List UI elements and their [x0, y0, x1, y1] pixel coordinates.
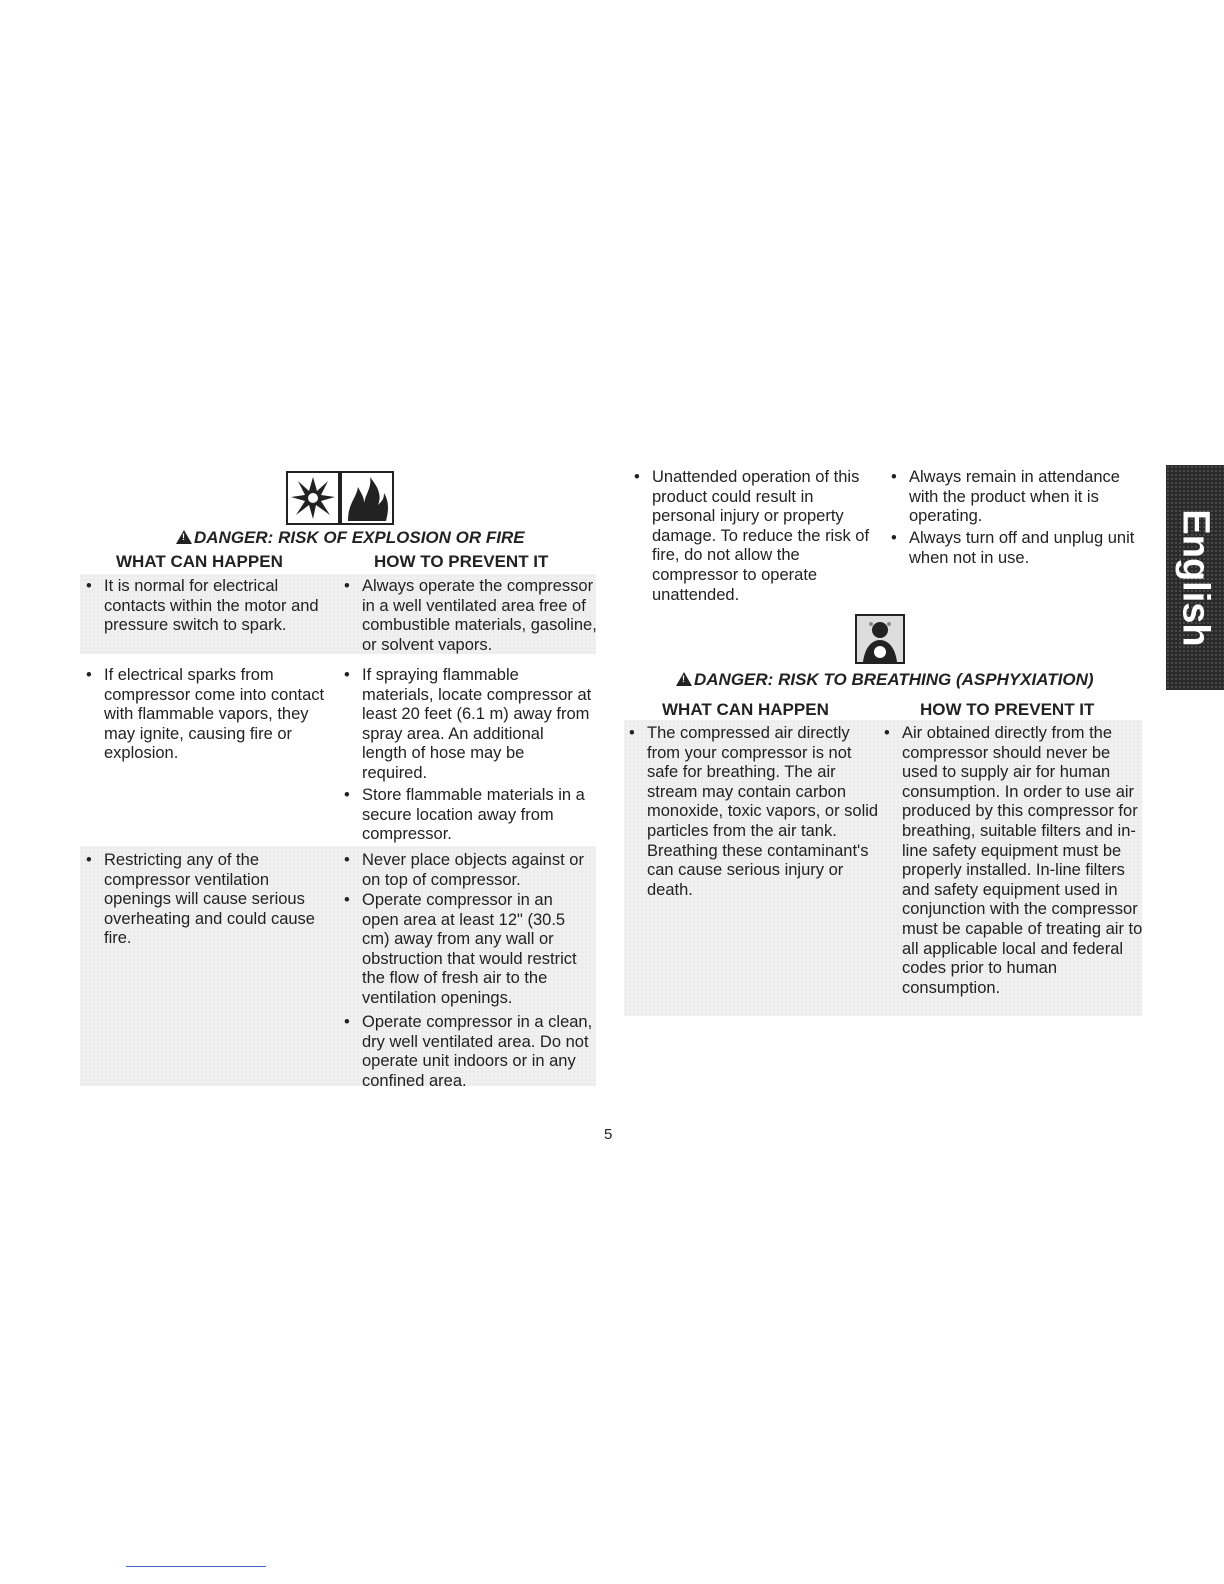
explosion-prevent-2b: • Store flammable materials in a secure location away from compressor. [344, 786, 585, 844]
breathing-section-title: !DANGER: RISK TO BREATHING (ASPHYXIATION) [676, 670, 1094, 690]
unattended-prevent-2: • Always turn off and unplug unit when not in use. [891, 529, 1135, 567]
how-to-prevent-heading: HOW TO PREVENT IT [374, 552, 549, 571]
explosion-section-title: !DANGER: RISK OF EXPLOSION OR FIRE [176, 528, 525, 548]
unattended-happen: • Unattended operation of this product could result in personal injury or property damage. To reduce the risk of fire, do not allow the compressor to operate unattended. [634, 468, 870, 604]
explosion-happen-2: • If electrical sparks from compressor come into contact with flammable vapors, they may ignite, causing fire or explosion. [86, 666, 325, 763]
explosion-icon [286, 471, 340, 525]
fire-icon [340, 471, 394, 525]
language-tab [1166, 465, 1224, 690]
breathing-what-can-happen-heading: WHAT CAN HAPPEN [662, 700, 829, 719]
footer-divider [126, 1566, 266, 1567]
explosion-prevent-1a: • Always operate the compressor in a well ventilated area free of combustible materials, gasoline, or solvent vapors. [344, 577, 597, 654]
page-number: 5 [604, 1126, 613, 1143]
explosion-prevent-3c: • Operate compressor in a clean, dry well ventilated area. Do not operate unit indoors or in any confined area. [344, 1013, 593, 1090]
breathing-prevent: • Air obtained directly from the compressor should never be used to supply air for human consumption. In order to use air produced by this compressor for breathing, suitable filters and in-line safety equipment must be properly installed. In-line filters and safety equipment used in conjunction with the compressor must be capable of treating air to all applicable local and federal codes prior to human consumption. [884, 724, 1143, 997]
breathing-happen: • The compressed air directly from your compressor is not safe for breathing. The air stream may contain carbon monoxide, toxic vapors, or solid particles from the air tank. Breathing these contaminant's can cause serious injury or death. [629, 724, 879, 899]
what-can-happen-heading: WHAT CAN HAPPEN [116, 552, 283, 571]
warning-triangle-icon-2 [676, 672, 692, 686]
explosion-happen-1: • It is normal for electrical contacts within the motor and pressure switch to spark. [86, 577, 319, 635]
explosion-prevent-3b: • Operate compressor in an open area at least 12" (30.5 cm) away from any wall or obstruction that would restrict the flow of fresh air to the ventilation openings. [344, 891, 577, 1007]
breathing-how-to-prevent-heading: HOW TO PREVENT IT [920, 700, 1095, 719]
warning-triangle-icon [176, 530, 192, 544]
explosion-prevent-3a: • Never place objects against or on top of compressor. [344, 851, 584, 889]
language-tab-label: English [1174, 508, 1217, 647]
explosion-prevent-2a: • If spraying flammable materials, locate compressor at least 20 feet (6.1 m) away from spray area. An additional length of hose may be required. [344, 666, 592, 782]
asphyxiation-icon [855, 614, 905, 664]
unattended-prevent-1: • Always remain in attendance with the product when it is operating. [891, 468, 1120, 526]
explosion-happen-3: • Restricting any of the compressor ventilation openings will cause serious overheating and could cause fire. [86, 851, 315, 948]
